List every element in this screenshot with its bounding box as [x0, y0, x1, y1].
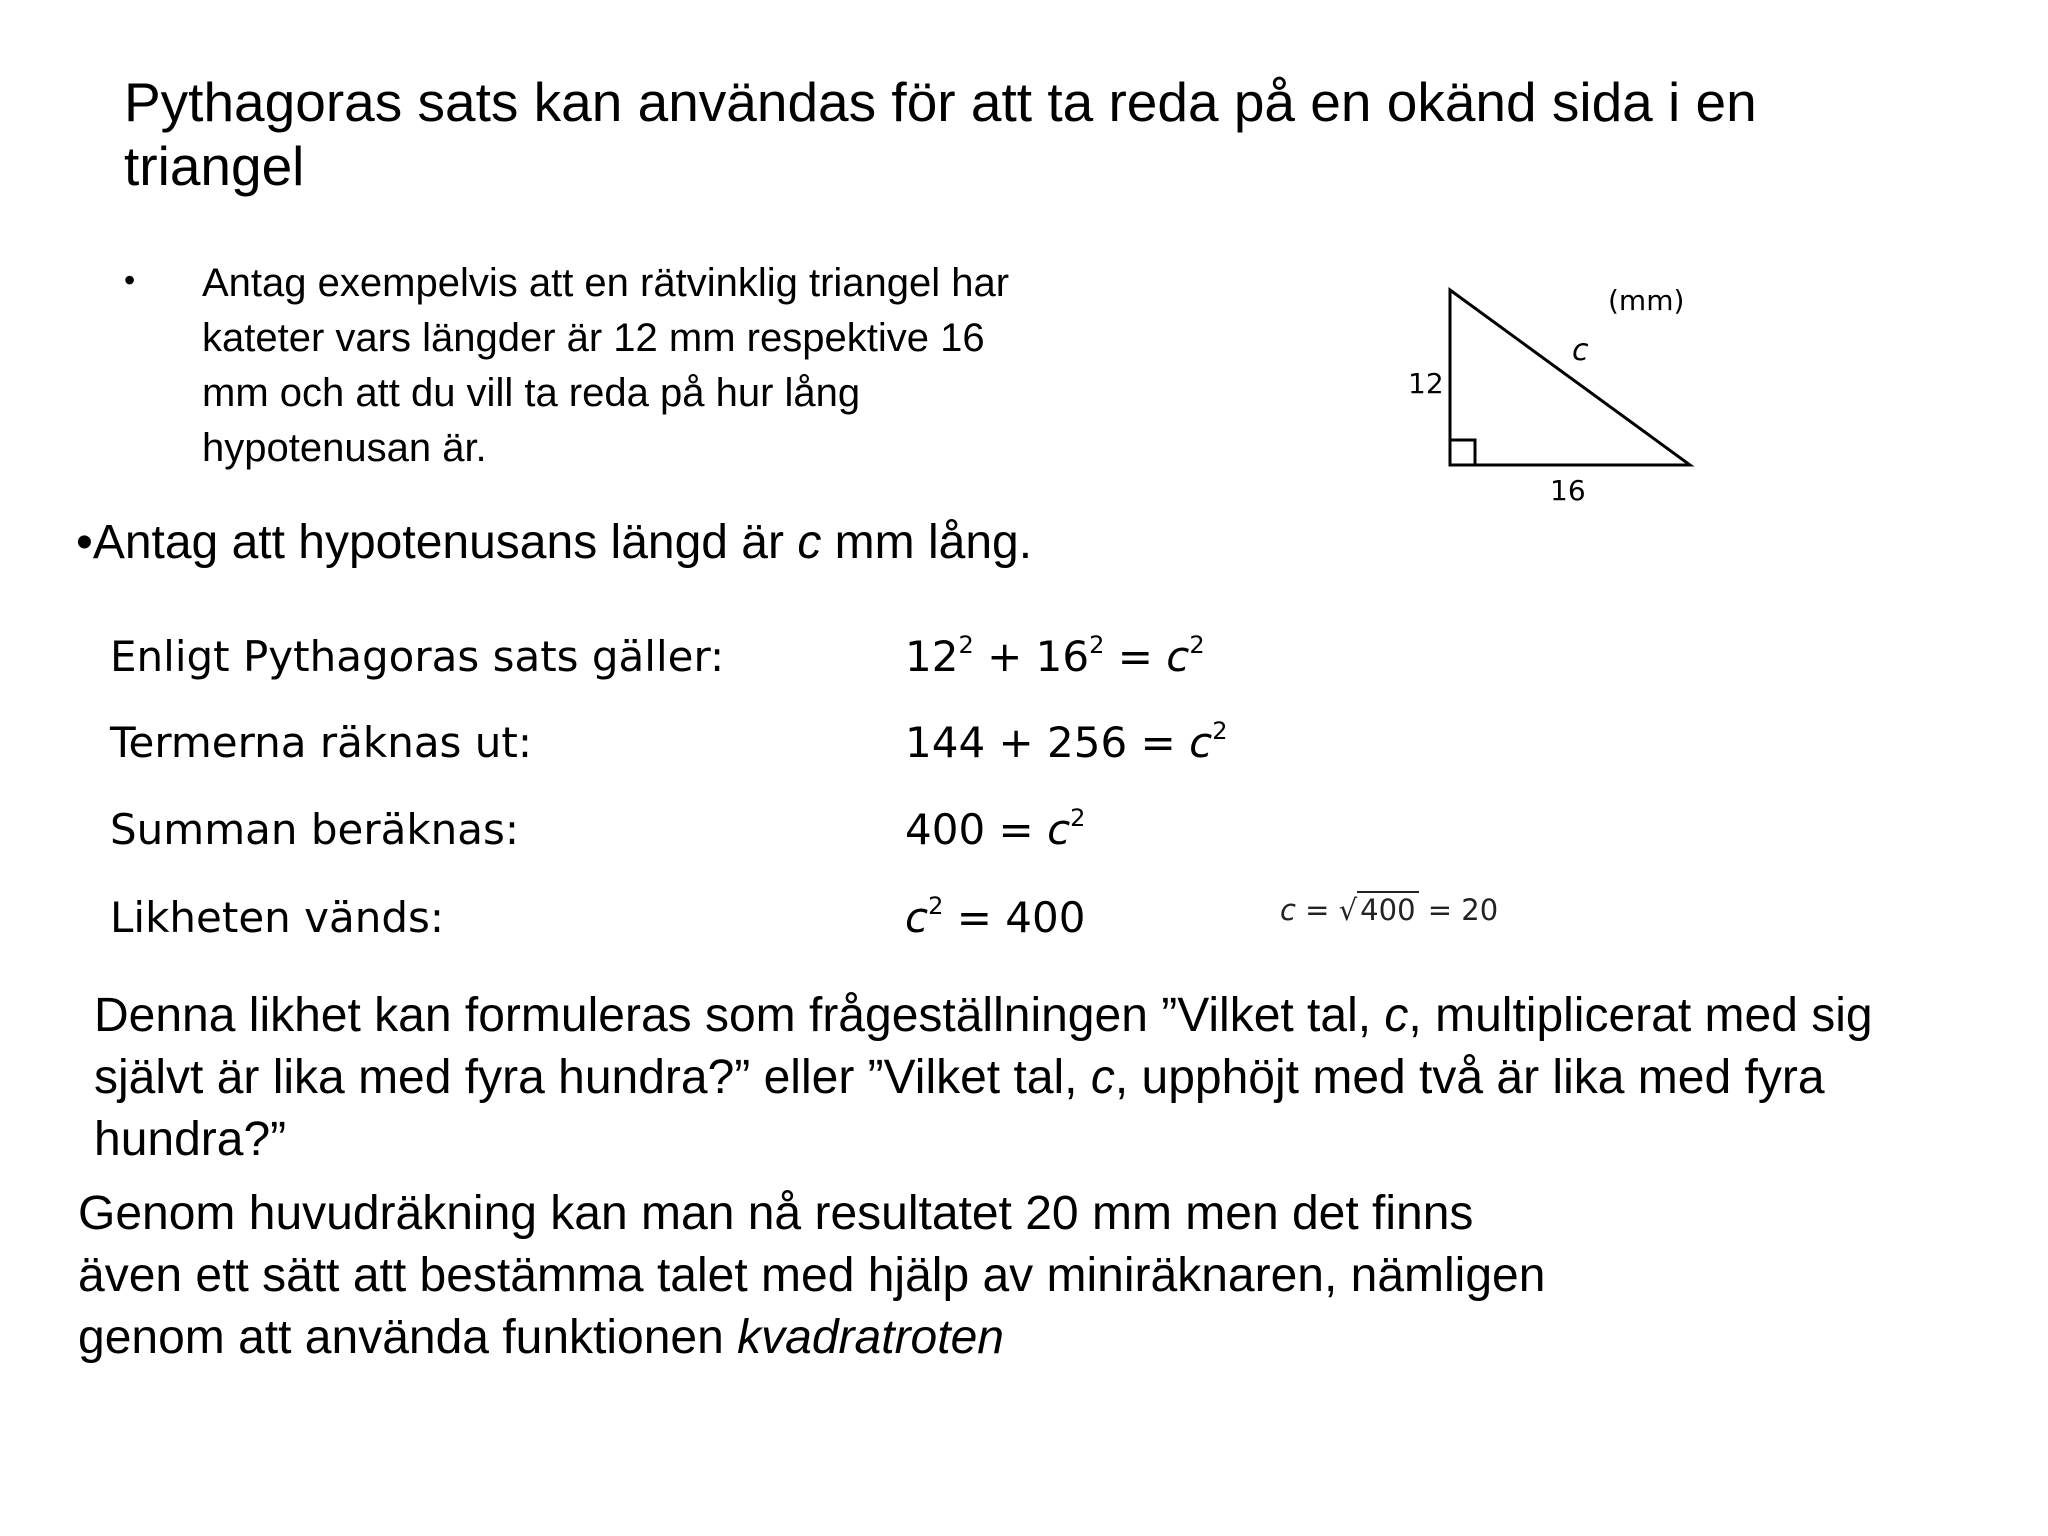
square-root-result: c = √ 400 = 20: [1280, 893, 1499, 927]
hypothesis-text: Antag att hypotenusans längd är: [92, 516, 798, 569]
bullet-marker: •: [76, 516, 93, 569]
hypothesis-text-end: mm lång.: [821, 516, 1033, 569]
variable-c: c: [797, 516, 822, 569]
hypothesis-line: [76, 515, 1032, 571]
example-description: Antag exempelvis att en rätvinklig triangel har kateter vars längder är 12 mm respektive 16 mm och att du vill ta reda på hur lång hypotenusan är.: [202, 261, 1010, 470]
reformulation-paragraph: Denna likhet kan formuleras som frågeställningen ”Vilket tal, c, multiplicerat med sig självt är lika med fyra hundra?” eller ”Vilket tal, c, upphöjt med två är lika med fyra hundra?”: [94, 989, 1873, 1166]
equation-value-2: $144 + 256 = c^2$: [905, 717, 1228, 767]
slide-title: Pythagoras sats kan användas för att ta reda på en okänd sida i en triangel: [124, 71, 1757, 197]
emphasized-term: kvadratroten: [737, 1311, 1004, 1364]
bullet-marker: •: [124, 262, 136, 298]
right-triangle-diagram: [1380, 270, 1720, 510]
equation-value-1: $12^2 + 16^2 = c^2$: [905, 631, 1205, 681]
equation-label-2: Termerna räknas ut:: [110, 718, 533, 767]
conclusion-paragraph: Genom huvudräkning kan man nå resultatet 20 mm men det finns även ett sätt att bestämma talet med hjälp av miniräknaren, nämligen genom att använda funktionen kvadratroten: [78, 1187, 1546, 1364]
hypotenuse-label: c: [1572, 333, 1589, 368]
horizontal-leg-label: 16: [1550, 474, 1586, 507]
equation-label-4: Likheten vänds:: [110, 893, 445, 942]
equation-label-1: Enligt Pythagoras sats gäller:: [110, 632, 725, 681]
vertical-leg-label: 12: [1408, 367, 1444, 400]
right-angle-marker: [1450, 440, 1475, 465]
unit-label: (mm): [1608, 284, 1685, 317]
equation-value-4: $c^2 = 400$: [905, 892, 1086, 942]
equation-value-3: $400 = c^2$: [905, 804, 1086, 854]
equation-label-3: Summan beräknas:: [110, 805, 520, 854]
